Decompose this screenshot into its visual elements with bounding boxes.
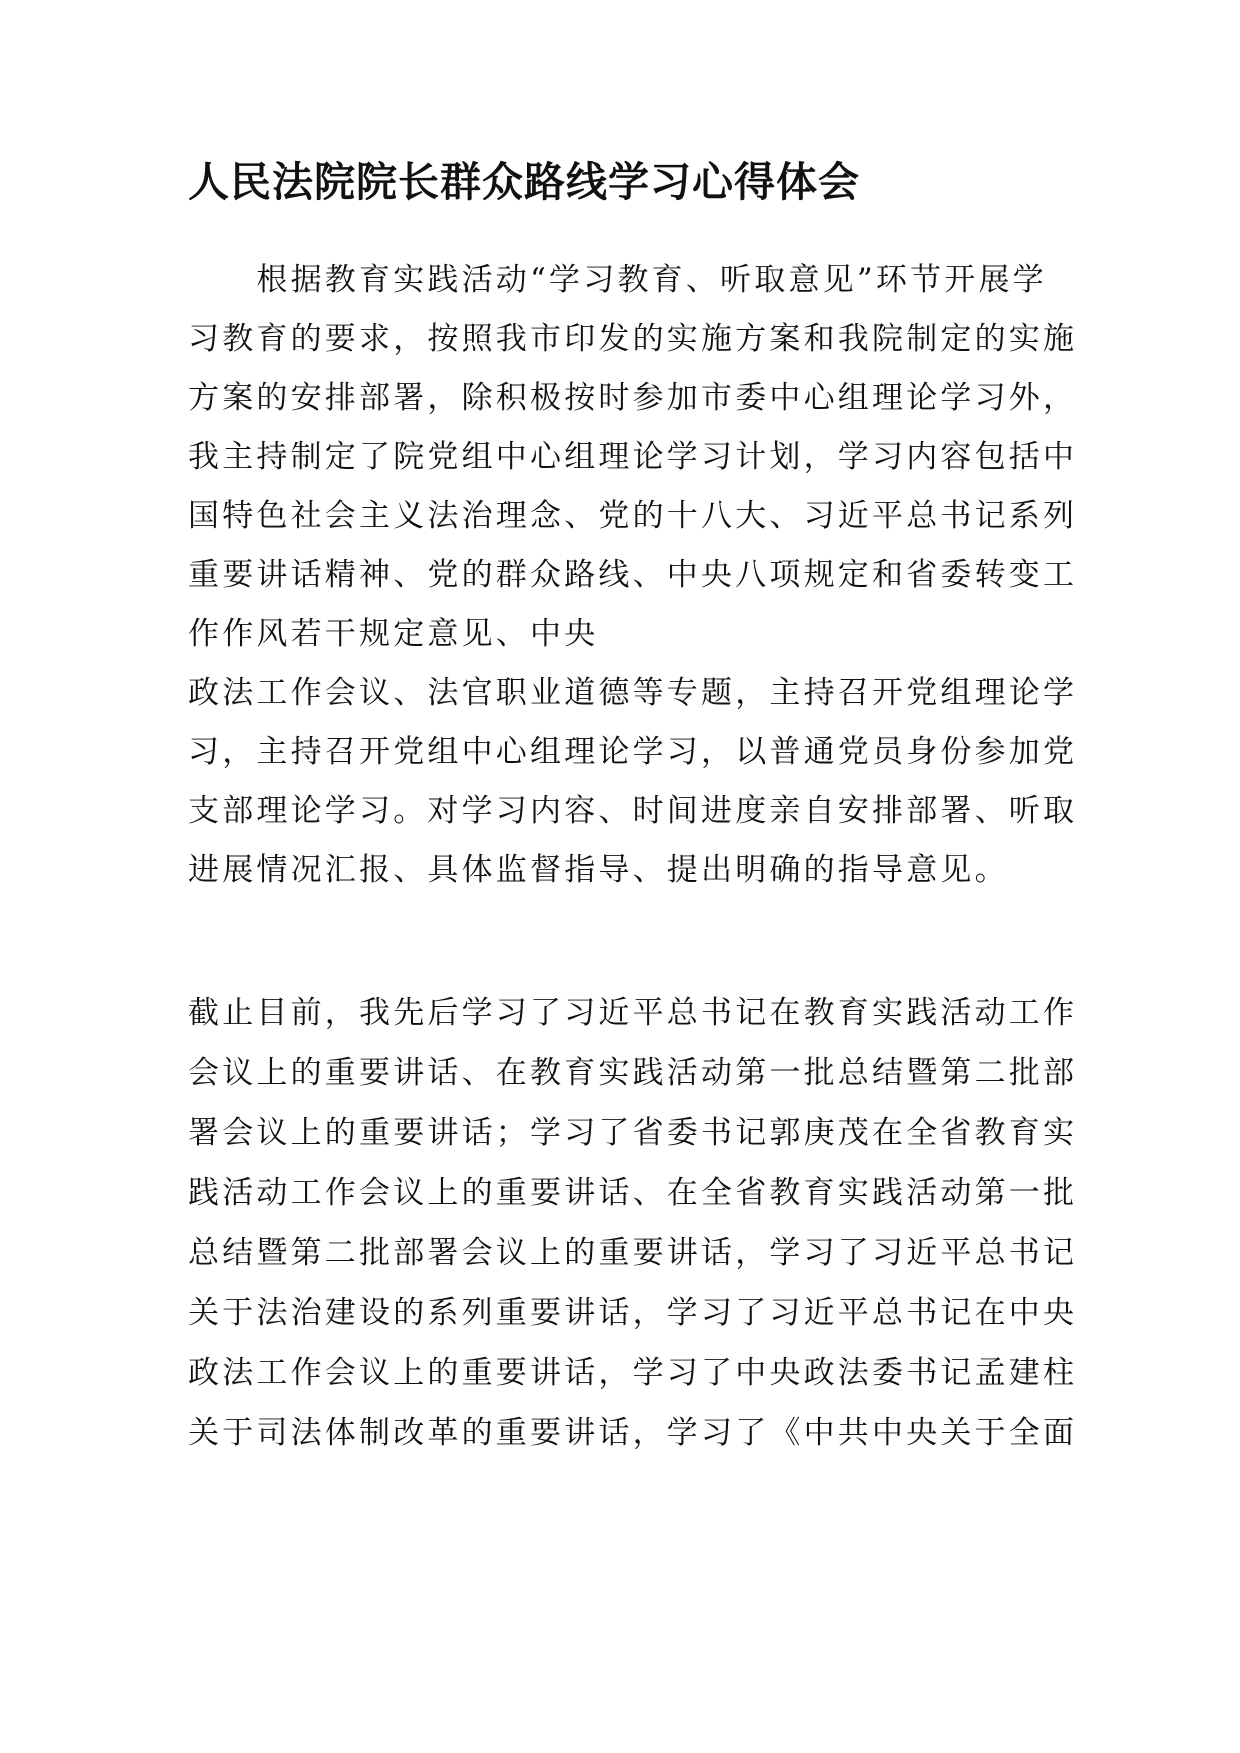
paragraph-line: 根据教育实践活动“学习教育、听取意见”环节开展学	[188, 262, 1047, 298]
paragraph-line: 国特色社会主义法治理念、党的十八大、习近平总书记系列	[188, 498, 1078, 534]
paragraph-line: 方案的安排部署，除积极按时参加市委中心组理论学习外，	[188, 380, 1078, 416]
paragraph-line: 重要讲话精神、党的群众路线、中央八项规定和省委转变工	[188, 557, 1078, 593]
paragraph-line: 践活动工作会议上的重要讲话、在全省教育实践活动第一批	[188, 1175, 1078, 1211]
paragraph-line: 作作风若干规定意见、中央	[188, 616, 599, 652]
paragraph-line: 进展情况汇报、具体监督指导、提出明确的指导意见。	[188, 852, 1009, 888]
paragraph-line: 政法工作会议上的重要讲话，学习了中央政法委书记孟建柱	[188, 1355, 1078, 1391]
paragraph-line: 习，主持召开党组中心组理论学习，以普通党员身份参加党	[188, 734, 1078, 770]
paragraph-line: 关于法治建设的系列重要讲话，学习了习近平总书记在中央	[188, 1295, 1078, 1331]
paragraph-line: 截止目前，我先后学习了习近平总书记在教育实践活动工作	[188, 995, 1078, 1031]
paragraph-line: 总结暨第二批部署会议上的重要讲话，学习了习近平总书记	[188, 1235, 1078, 1271]
paragraph-line: 关于司法体制改革的重要讲话，学习了《中共中央关于全面	[188, 1415, 1078, 1451]
paragraph-line: 支部理论学习。对学习内容、时间进度亲自安排部署、听取	[188, 793, 1078, 829]
paragraph-line: 政法工作会议、法官职业道德等专题，主持召开党组理论学	[188, 675, 1078, 711]
paragraph-line: 会议上的重要讲话、在教育实践活动第一批总结暨第二批部	[188, 1055, 1078, 1091]
paragraph-line: 署会议上的重要讲话；学习了省委书记郭庚茂在全省教育实	[188, 1115, 1078, 1151]
document-title: 人民法院院长群众路线学习心得体会	[188, 158, 860, 206]
paragraph-line: 我主持制定了院党组中心组理论学习计划，学习内容包括中	[188, 439, 1078, 475]
paragraph-line: 习教育的要求，按照我市印发的实施方案和我院制定的实施	[188, 321, 1078, 357]
